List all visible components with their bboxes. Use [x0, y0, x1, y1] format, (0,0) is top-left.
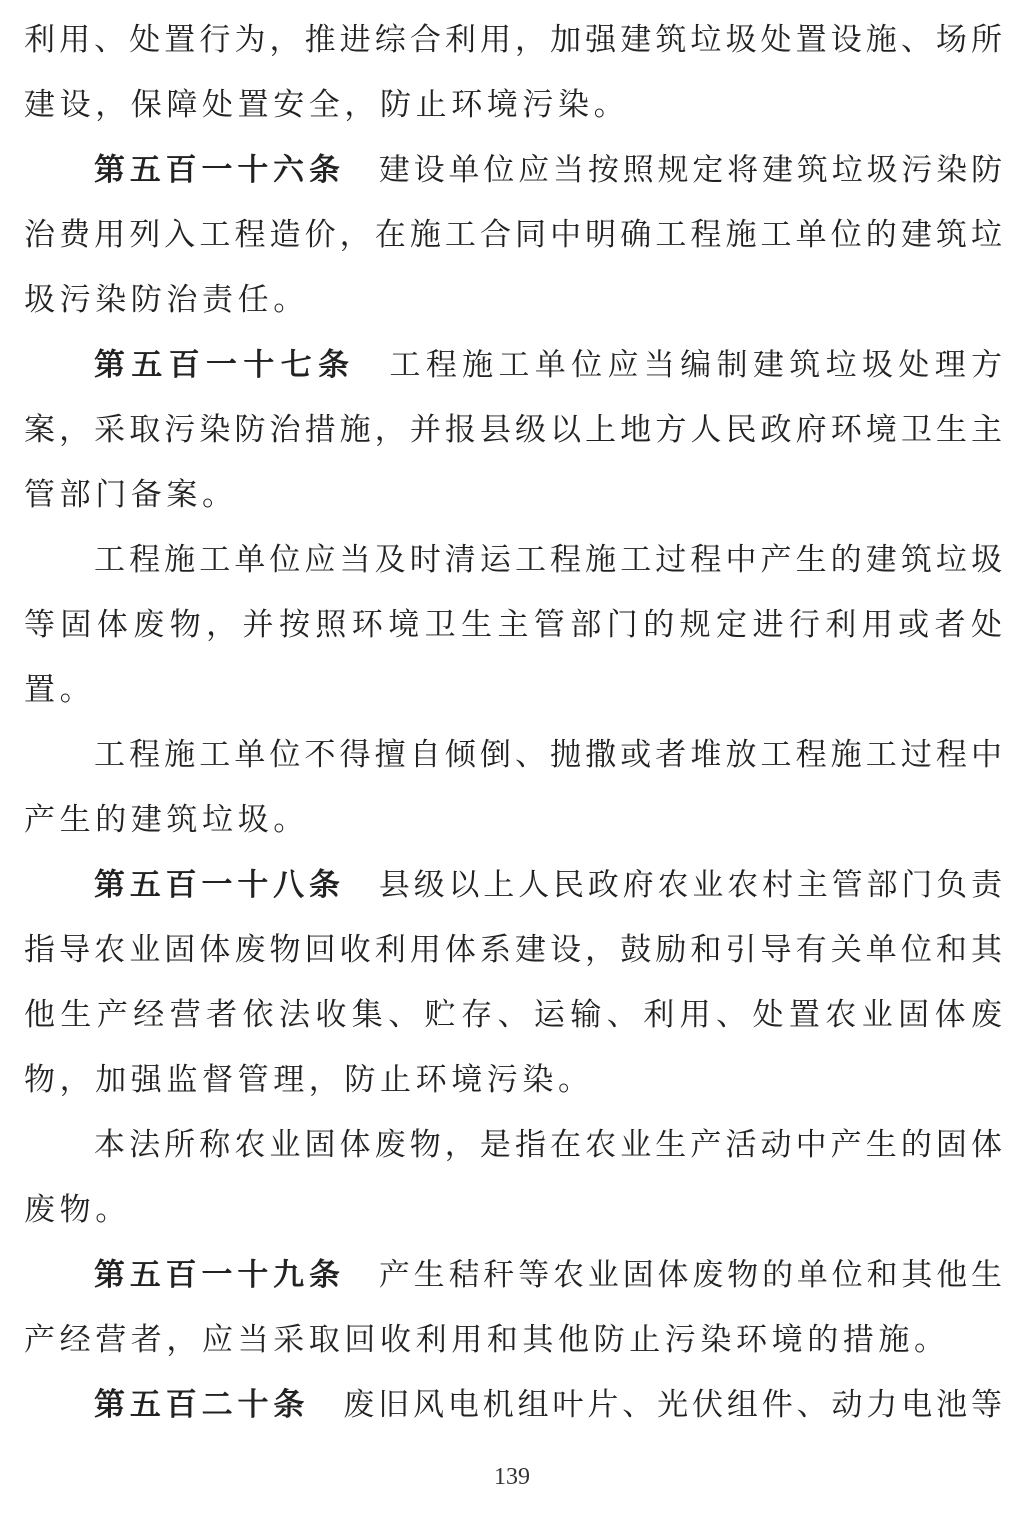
text-line	[24, 990, 1002, 1040]
article-heading: 第五百二十条	[94, 1387, 310, 1423]
text-line	[24, 1315, 1002, 1365]
article-first-line	[94, 1250, 1002, 1300]
line-text: 工程施工单位应当编制建筑垃圾处理方	[389, 347, 1002, 383]
page-number: 139	[494, 1464, 530, 1490]
text-line	[24, 210, 1002, 260]
text-line	[24, 470, 1002, 520]
article-first-line	[94, 145, 1002, 195]
line-text: 本法所称农业固体废物，是指在农业生产活动中产生的固体	[94, 1127, 1002, 1163]
line-text: 利用、处置行为，推进综合利用，加强建筑垃圾处置设施、场所	[24, 22, 1002, 58]
text-line	[24, 275, 1002, 325]
article-heading: 第五百一十七条	[94, 347, 356, 383]
article-first-line	[94, 1380, 1002, 1430]
line-text: 管部门备案。	[24, 477, 238, 513]
line-text: 圾污染防治责任。	[24, 282, 309, 318]
line-text: 治费用列入工程造价，在施工合同中明确工程施工单位的建筑垃	[24, 217, 1002, 253]
article-heading: 第五百一十八条	[94, 867, 345, 903]
text-line	[24, 665, 1002, 715]
line-text: 指导农业固体废物回收利用体系建设，鼓励和引导有关单位和其	[24, 932, 1002, 968]
line-text: 置。	[24, 672, 96, 708]
article-heading: 第五百一十六条	[94, 152, 345, 188]
text-line	[24, 1185, 1002, 1235]
text-line	[24, 80, 1002, 130]
line-text: 县级以上人民政府农业农村主管部门负责	[378, 867, 1002, 903]
text-line	[24, 925, 1002, 975]
line-text: 工程施工单位不得擅自倾倒、抛撒或者堆放工程施工过程中	[94, 737, 1002, 773]
line-text: 他生产经营者依法收集、贮存、运输、利用、处置农业固体废	[24, 997, 1002, 1033]
paragraph-first-line	[94, 730, 1002, 780]
paragraph-first-line	[94, 535, 1002, 585]
text-line	[24, 795, 1002, 845]
line-text: 废物。	[24, 1192, 131, 1228]
article-first-line	[94, 340, 1002, 390]
line-text: 产生的建筑垃圾。	[24, 802, 309, 838]
text-line	[24, 600, 1002, 650]
line-text: 案，采取污染防治措施，并报县级以上地方人民政府环境卫生主	[24, 412, 1002, 448]
text-line	[24, 15, 1002, 65]
line-text: 建设，保障处置安全，防止环境污染。	[24, 87, 630, 123]
text-line	[24, 405, 1002, 455]
line-text: 建设单位应当按照规定将建筑垃圾污染防	[378, 152, 1002, 188]
paragraph-first-line	[94, 1120, 1002, 1170]
article-first-line	[94, 860, 1002, 910]
line-text: 产经营者，应当采取回收利用和其他防止污染环境的措施。	[24, 1322, 950, 1358]
line-text: 废旧风电机组叶片、光伏组件、动力电池等	[343, 1387, 1002, 1423]
text-line	[24, 1055, 1002, 1105]
line-text: 等固体废物，并按照环境卫生主管部门的规定进行利用或者处	[24, 607, 1002, 643]
line-text: 工程施工单位应当及时清运工程施工过程中产生的建筑垃圾	[94, 542, 1002, 578]
line-text: 物，加强监督管理，防止环境污染。	[24, 1062, 594, 1098]
line-text: 产生秸秆等农业固体废物的单位和其他生	[378, 1257, 1002, 1293]
article-heading: 第五百一十九条	[94, 1257, 345, 1293]
